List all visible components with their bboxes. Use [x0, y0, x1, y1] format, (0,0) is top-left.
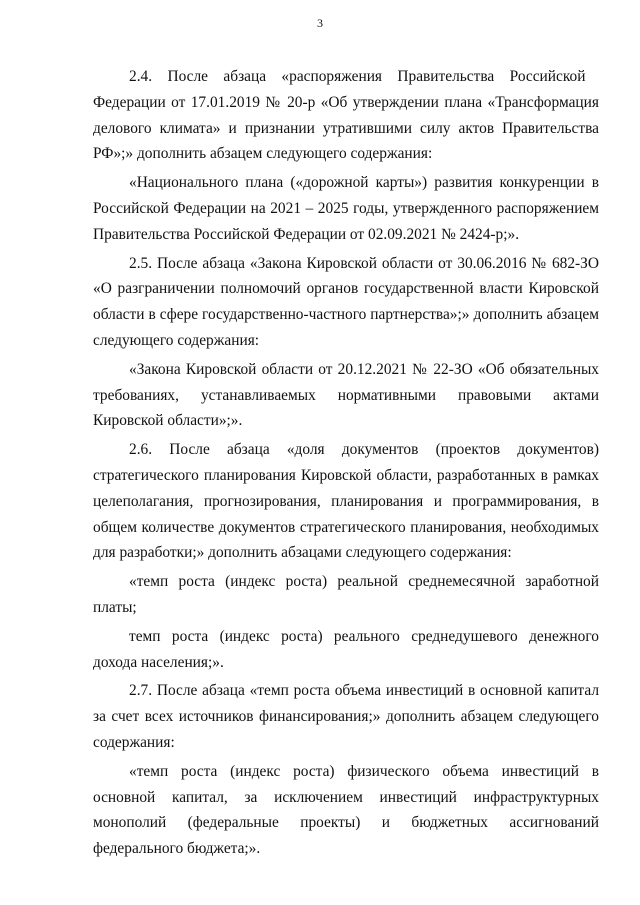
paragraph-2-7-insert: «темп роста (индекс роста) физического объема инвестиций в основной капитал, за исключением инвестиций инфраструктурных монополий (федеральные проекты) и бюджетных ассигнований федерального бюджета;».	[93, 762, 599, 858]
paragraph-2-6-insert-2: темп роста (индекс роста) реального среднедушевого денежного дохода населения;».	[93, 627, 599, 671]
page-number: 3	[317, 16, 323, 30]
paragraph-2-4-insert: «Национального плана («дорожной карты») развития конкуренции в Российской Федерации на 2021 – 2025 годы, утвержденного распоряжением Правительства Российской Федерации от 02.09.2021 № 2424-р;».	[93, 174, 599, 243]
document-body	[93, 64, 599, 862]
paragraph-2-6: 2.6. После абзаца «доля документов (проектов документов) стратегического планирования Кировской области, разработанных в рамках целеполагания, прогнозирования, планирования и программирования, в общем количестве документов стратегического планирования, необходимых для разработки;» дополнить абзацами следующего содержания:	[93, 441, 599, 562]
paragraph-2-4: 2.4. После абзаца «распоряжения Правительства Российской Федерации от 17.01.2019 № 20-р «Об утверждении плана «Трансформация делового климата» и признании утратившими силу актов Правительства РФ»;» дополнить абзацем следующего содержания:	[93, 68, 599, 163]
paragraph-2-5-insert: «Закона Кировской области от 20.12.2021 № 22-ЗО «Об обязательных требованиях, устанавливаемых нормативными правовыми актами Кировской области»;».	[93, 360, 599, 430]
paragraph-2-7: 2.7. После абзаца «темп роста объема инвестиций в основной капитал за счет всех источников финансирования;» дополнить абзацем следующего содержания:	[93, 682, 599, 751]
paragraph-2-5: 2.5. После абзаца «Закона Кировской области от 30.06.2016 № 682-ЗО «О разграничении полномочий органов государственной власти Кировской области в сфере государственно-частного партнерства»;» дополнить абзацем следующего содержания:	[93, 254, 599, 349]
paragraph-2-6-insert-1: «темп роста (индекс роста) реальной среднемесячной заработной платы;	[93, 573, 599, 616]
